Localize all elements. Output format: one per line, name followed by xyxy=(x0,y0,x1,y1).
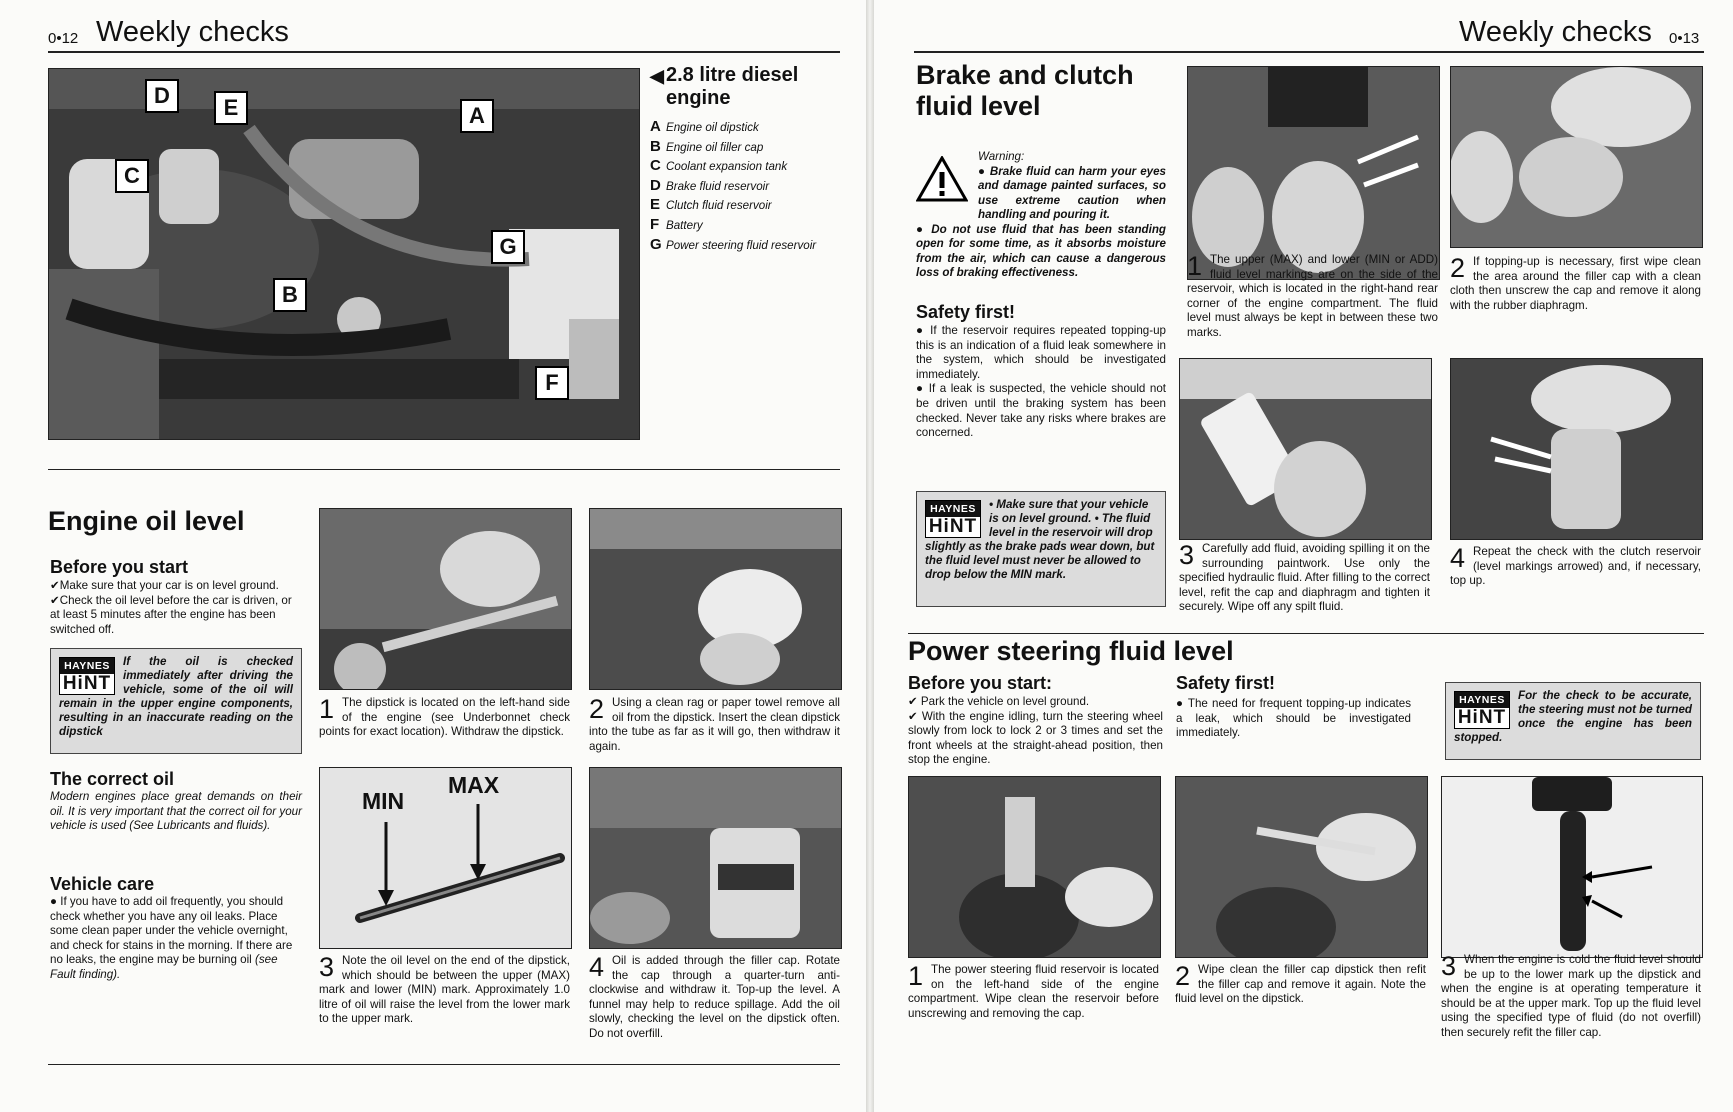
legend-pointer-icon: ◀ xyxy=(650,66,664,86)
label-g: G xyxy=(491,230,525,264)
hint-text: • Make sure that your vehicle is on level ground. • The fluid level in the reservoir will drop slightly as the brake pads wear down, but the fluid level must never be allowed to drop below the MIN mark. xyxy=(925,498,1155,581)
correct-oil-text: Modern engines place great demands on their oil. It is very important that the correct oil for your vehicle is used (See Lubricants and fluids). xyxy=(50,790,302,833)
running-head-left: Weekly checks xyxy=(96,16,289,48)
legend-item: B Engine oil filler cap xyxy=(650,137,764,155)
vehicle-care-text: ● If you have to add oil frequently, you should check whether you have any oil leaks. Place some clean paper under the vehicle overnight, and check for stains in the morning. If there are no leaks, the engine may be burning oil (see Fault finding). xyxy=(50,895,293,981)
brake-step4-photo xyxy=(1450,358,1703,540)
page-number-left: 0•12 xyxy=(48,30,79,47)
label-c: C xyxy=(115,159,149,193)
left-page xyxy=(0,0,866,1112)
before-you-start-heading: Before you start xyxy=(50,557,189,577)
vehicle-care-heading: Vehicle care xyxy=(50,874,155,894)
ps-before-heading: Before you start: xyxy=(908,673,1053,693)
warning-text-2: ● Do not use fluid that has been standing open for some time, as it absorbs moisture from the air, which can cause a dangerous loss of braking effectiveness. xyxy=(916,222,1166,279)
haynes-hint-logo: HAYNES HiNT xyxy=(59,657,115,695)
ps-step1-photo xyxy=(908,776,1161,958)
legend-item: C Coolant expansion tank xyxy=(650,157,788,175)
brake-step3-photo xyxy=(1179,358,1432,540)
legend-item: E Clutch fluid reservoir xyxy=(650,196,772,214)
step3-caption: 3 Note the oil level on the end of the dipstick, which should be between the upper (MAX) mark and lower (MIN) mark. Approximately 1.0 litre of oil will raise the level from the lower mark to the upper mark. xyxy=(319,952,570,1026)
legend-title: 2.8 litre diesel engine xyxy=(666,64,799,109)
ps-safety-heading: Safety first! xyxy=(1176,673,1276,693)
legend-item: A Engine oil dipstick xyxy=(650,118,759,135)
ps-step2-photo xyxy=(1175,776,1428,958)
section-rule-right xyxy=(908,633,1704,634)
engine-legend xyxy=(650,64,850,253)
step3-dipstick-diagram xyxy=(319,767,572,949)
right-page xyxy=(874,0,1733,1112)
brake-step4-caption: 4 Repeat the check with the clutch reservoir (level markings arrowed) and, if necessary, top up. xyxy=(1450,543,1701,588)
section-rule xyxy=(48,469,840,470)
header-rule xyxy=(48,51,840,53)
brake-warning xyxy=(916,150,1166,281)
running-head-right: Weekly checks xyxy=(1459,16,1652,48)
header-rule-right xyxy=(914,51,1704,53)
step1-caption: 1 The dipstick is located on the left-hand side of the engine (see Underbonnet check points for exact location). Withdraw the dipstick. xyxy=(319,694,570,739)
brake-step3-caption: 3 Carefully add fluid, avoiding spilling it on the surrounding paintwork. Use only the specified hydraulic fluid. After filling to the correct level, refit the cap and diaphragm and tighten it securely. Wipe off any spilt fluid. xyxy=(1179,540,1430,614)
ps-safety-text: ● The need for frequent topping-up indicates a leak, which should be investigated immediately. xyxy=(1176,697,1411,740)
max-label: MAX xyxy=(448,772,500,798)
brake-step1-photo xyxy=(1187,66,1440,280)
legend-item: G Power steering fluid reservoir xyxy=(650,235,817,253)
brake-step2-photo xyxy=(1450,66,1703,248)
warning-triangle-icon xyxy=(916,156,968,202)
ps-before-text: ✔ Park the vehicle on level ground. ✔ With the engine idling, turn the steering wheel slowly from lock to lock 2 or 3 times and set the front wheels at the straight-ahead position, then stop the engine. xyxy=(908,695,1163,767)
legend-item: F Battery xyxy=(650,215,703,233)
footer-rule-left xyxy=(48,1064,840,1065)
brake-safety-text: ● If the reservoir requires repeated topping-up this is an indication of a fluid leak somewhere in the system, which should be investigated immediately. ● If a leak is suspected, the vehicle should not be driven until the braking system has been checked. Never take any risks where brakes are concerned. xyxy=(916,324,1166,440)
step4-photo xyxy=(589,767,842,949)
correct-oil-heading: The correct oil xyxy=(50,769,175,789)
ps-step3-caption: 3 When the engine is cold the fluid level should be up to the lower mark up the dipstick and when the engine is at operating temperature it should be at the upper mark. Top up the fluid level using the specified type of fluid (do not overfill) then securely refit the filler cap. xyxy=(1441,951,1701,1039)
hint-text: If the oil is checked immediately after driving the vehicle, some of the oil will remain in the upper engine components, resulting in an inaccurate reading on the dipstick xyxy=(59,655,293,738)
page-number-right: 0•13 xyxy=(1669,30,1700,47)
step2-photo xyxy=(589,508,842,690)
ps-step1-caption: 1 The power steering fluid reservoir is located on the left-hand side of the engine compartment. Wipe clean the reservoir before unscrewing and removing the cap. xyxy=(908,961,1159,1020)
hint-text: For the check to be accurate, the steering must not be turned once the engine has been stopped. xyxy=(1454,689,1692,744)
min-label: MIN xyxy=(362,788,405,814)
warning-text-1: ● Brake fluid can harm your eyes and damage painted surfaces, so use extreme caution when handling and pouring it. xyxy=(978,164,1166,221)
haynes-hint-steering xyxy=(1445,682,1701,760)
brake-step1-caption: 1 The upper (MAX) and lower (MIN or ADD) fluid level markings are on the side of the reservoir, which is located in the right-hand rear corner of the engine compartment. The fluid level must always be kept in between these two marks. xyxy=(1187,251,1438,339)
label-d: D xyxy=(145,79,179,113)
brake-step2-caption: 2 If topping-up is necessary, first wipe clean the area around the filler cap with a clean cloth then unscrew the cap and remove it along with the rubber diaphragm. xyxy=(1450,253,1701,312)
label-f: F xyxy=(535,366,569,400)
brake-clutch-title: Brake and clutch fluid level xyxy=(916,60,1134,121)
legend-item: D Brake fluid reservoir xyxy=(650,176,770,194)
ps-step3-photo xyxy=(1441,776,1703,958)
label-b: B xyxy=(273,278,307,312)
label-a: A xyxy=(460,99,494,133)
legend-list xyxy=(650,118,850,255)
warning-label: Warning: xyxy=(978,150,1025,163)
step2-caption: 2 Using a clean rag or paper towel remove all oil from the dipstick. Insert the clean dipstick into the tube as far as it will go, then withdraw it again. xyxy=(589,694,840,753)
haynes-hint-brake xyxy=(916,491,1166,607)
page-gutter xyxy=(866,0,874,1112)
engine-bay-photo xyxy=(48,68,640,440)
haynes-hint-oil xyxy=(50,648,302,754)
before-you-start-text: ✔Make sure that your car is on level ground. ✔Check the oil level before the car is driven, or at least 5 minutes after the engine has been switched off. xyxy=(50,579,292,636)
label-e: E xyxy=(214,91,248,125)
brake-safety-heading: Safety first! xyxy=(916,302,1016,322)
step4-caption: 4 Oil is added through the filler cap. Rotate the cap through a quarter-turn anti-clockwise and withdraw it. Top-up the level. A funnel may help to reduce spillage. Add the oil slowly, checking the level on the dipstick often. Do not overfill. xyxy=(589,952,840,1040)
haynes-hint-logo: HAYNES HiNT xyxy=(925,500,981,538)
step1-photo xyxy=(319,508,572,690)
power-steering-title: Power steering fluid level xyxy=(908,636,1234,666)
engine-oil-title: Engine oil level xyxy=(48,506,245,536)
ps-step2-caption: 2 Wipe clean the filler cap dipstick then refit the filler cap and remove it again. Note the fluid level on the dipstick. xyxy=(1175,961,1426,1006)
haynes-hint-logo: HAYNES HiNT xyxy=(1454,691,1510,729)
